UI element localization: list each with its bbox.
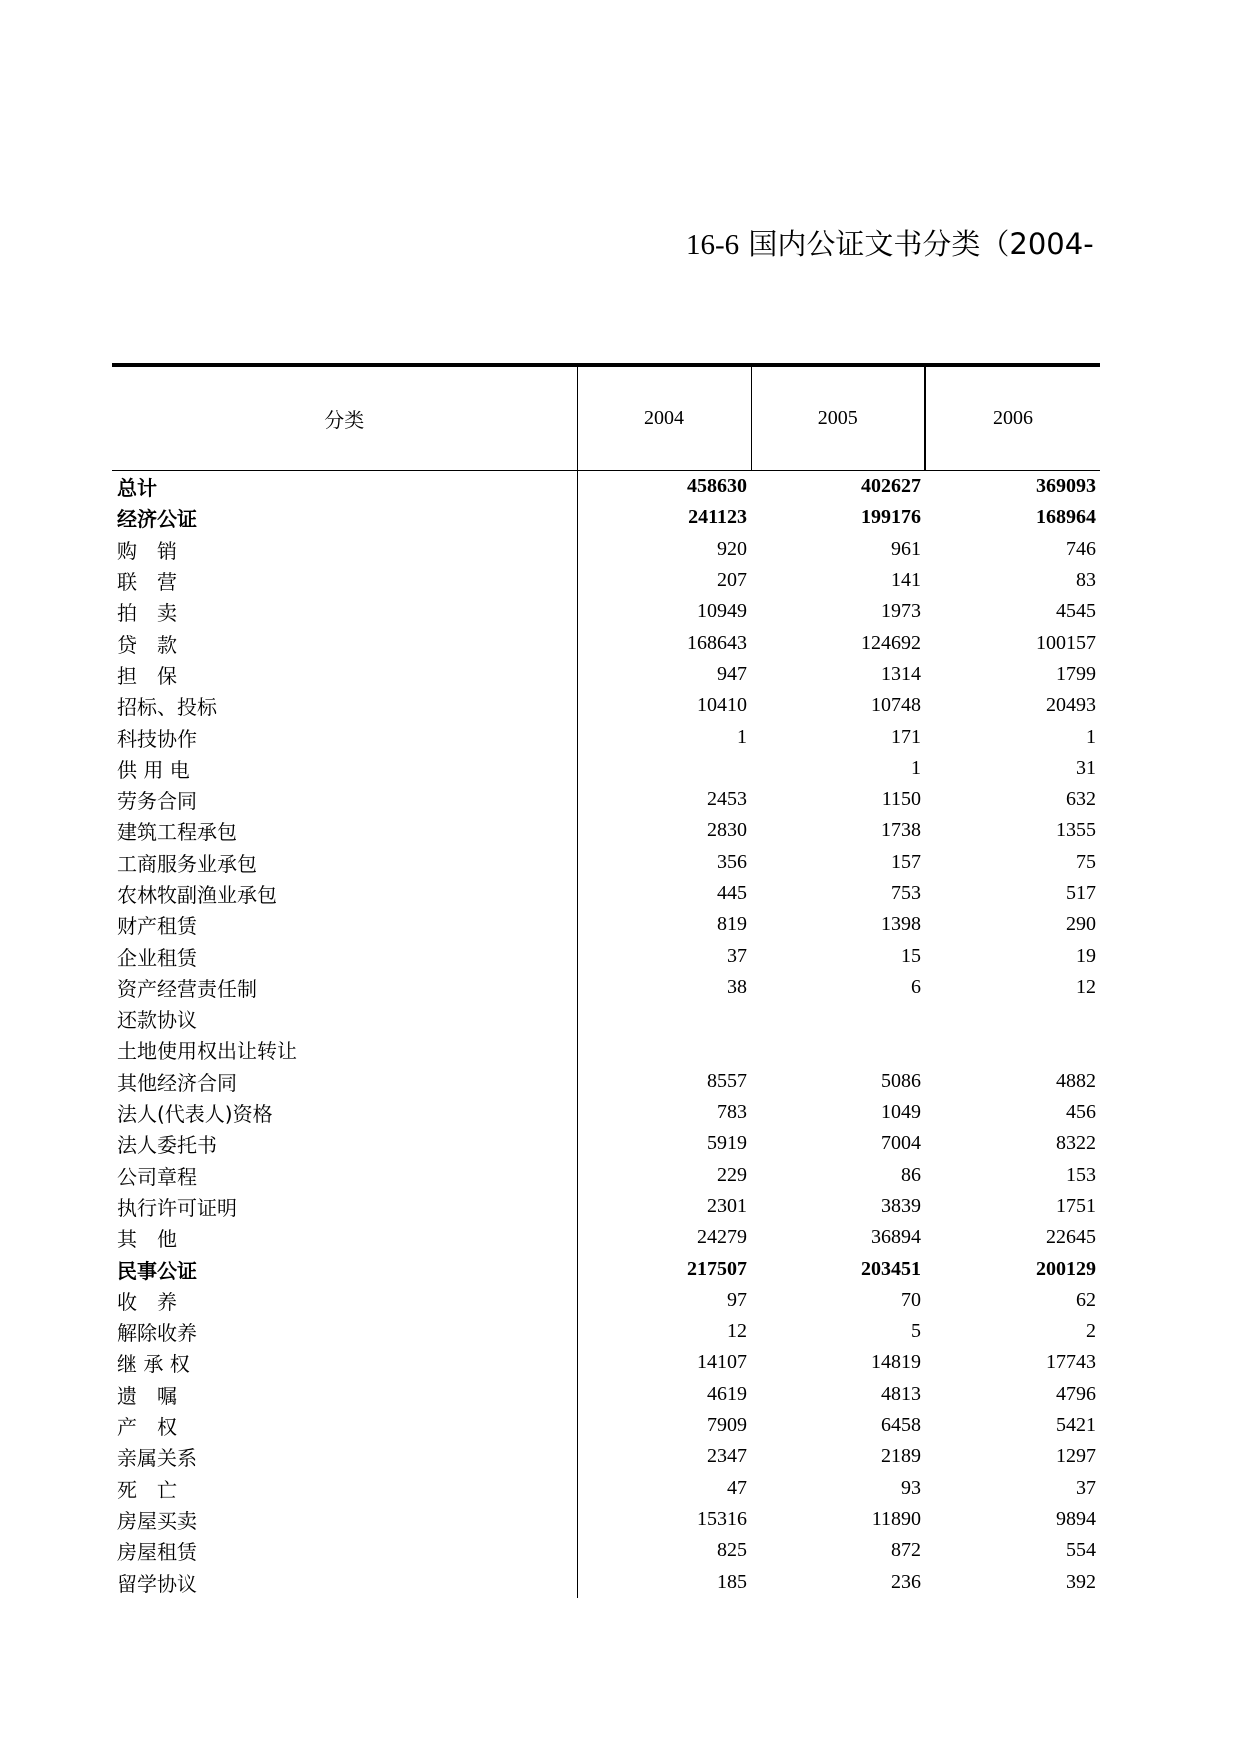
row-label: 工商服务业承包 <box>112 847 577 878</box>
row-label: 经济公证 <box>112 502 577 533</box>
cell-2006: 746 <box>1066 537 1096 560</box>
cell-2006: 290 <box>1066 913 1096 936</box>
table-row <box>112 1222 1100 1253</box>
cell-2005: 14819 <box>871 1351 921 1374</box>
cell-2005: 3839 <box>881 1194 921 1217</box>
table-row <box>112 1285 1100 1316</box>
cell-2005: 961 <box>891 537 921 560</box>
cell-2004: 5919 <box>707 1132 747 1155</box>
cell-2005: 5086 <box>881 1069 921 1092</box>
table-row <box>112 1566 1100 1597</box>
cell-2004: 185 <box>717 1570 747 1593</box>
cell-2006: 4882 <box>1056 1069 1096 1092</box>
cell-2004: 947 <box>717 662 747 685</box>
cell-2005: 1314 <box>881 662 921 685</box>
cell-2006: 100157 <box>1036 631 1096 654</box>
cell-2006: 83 <box>1076 569 1096 592</box>
cell-2006: 456 <box>1066 1101 1096 1124</box>
cell-2006: 554 <box>1066 1539 1096 1562</box>
row-label: 贷 款 <box>112 627 577 658</box>
cell-2006: 31 <box>1076 756 1096 779</box>
cell-2005: 171 <box>891 725 921 748</box>
cell-2004 <box>577 753 751 784</box>
table-row <box>112 1347 1100 1378</box>
row-label: 土地使用权出让转让 <box>112 1034 577 1065</box>
cell-2005: 36894 <box>871 1226 921 1249</box>
cell-2005: 10748 <box>871 694 921 717</box>
cell-2005: 5 <box>911 1320 921 1343</box>
row-label: 还款协议 <box>112 1003 577 1034</box>
row-label: 科技协作 <box>112 721 577 752</box>
cell-2004 <box>577 1003 751 1034</box>
table-row <box>112 721 1100 752</box>
cell-2005: 157 <box>891 850 921 873</box>
row-label: 法人(代表人)资格 <box>112 1097 577 1128</box>
row-label: 担 保 <box>112 659 577 690</box>
table-row <box>112 690 1100 721</box>
cell-2004: 217507 <box>687 1257 747 1280</box>
row-label: 产 权 <box>112 1410 577 1441</box>
cell-2006: 2 <box>1086 1320 1096 1343</box>
cell-2004: 1 <box>737 725 747 748</box>
cell-2006: 37 <box>1076 1476 1096 1499</box>
cell-2005: 236 <box>891 1570 921 1593</box>
row-label: 死 亡 <box>112 1473 577 1504</box>
cell-2004: 229 <box>717 1163 747 1186</box>
cell-2004: 241123 <box>688 506 747 529</box>
row-label: 收 养 <box>112 1285 577 1316</box>
row-label: 拍 卖 <box>112 596 577 627</box>
cell-2005: 70 <box>901 1288 921 1311</box>
cell-2004: 10410 <box>697 694 747 717</box>
cell-2006: 75 <box>1076 850 1096 873</box>
cell-2004 <box>577 1034 751 1065</box>
table-body <box>112 471 1100 1598</box>
header-2004: 2004 <box>577 365 751 471</box>
cell-2006: 1355 <box>1056 819 1096 842</box>
cell-2006: 5421 <box>1056 1414 1096 1437</box>
cell-2006: 1751 <box>1056 1194 1096 1217</box>
cell-2005: 753 <box>891 882 921 904</box>
table-row <box>112 502 1100 533</box>
cell-2004: 2453 <box>707 788 747 811</box>
row-label: 亲属关系 <box>112 1441 577 1472</box>
table-row <box>112 878 1100 909</box>
cell-2006: 20493 <box>1046 694 1096 717</box>
cell-2004: 14107 <box>697 1351 747 1374</box>
row-label: 购 销 <box>112 534 577 565</box>
row-label: 民事公证 <box>112 1253 577 1284</box>
cell-2004: 15316 <box>697 1507 747 1530</box>
row-label: 供 用 电 <box>112 753 577 784</box>
cell-2005: 4813 <box>881 1382 921 1405</box>
cell-2004: 7909 <box>707 1414 747 1437</box>
cell-2006: 12 <box>1076 975 1096 998</box>
cell-2005: 1 <box>911 756 921 779</box>
cell-2006: 1 <box>1086 725 1096 748</box>
row-label: 解除收养 <box>112 1316 577 1347</box>
cell-2004: 8557 <box>707 1069 747 1092</box>
table-row <box>112 627 1100 658</box>
cell-2006 <box>925 1003 1100 1034</box>
table-row <box>112 1316 1100 1347</box>
cell-2004: 37 <box>727 944 747 967</box>
row-label: 公司章程 <box>112 1160 577 1191</box>
cell-2005: 86 <box>901 1163 921 1186</box>
cell-2005: 872 <box>891 1539 921 1562</box>
cell-2006: 4796 <box>1056 1382 1096 1405</box>
row-label: 财产租赁 <box>112 909 577 940</box>
cell-2006: 22645 <box>1046 1226 1096 1249</box>
row-label: 法人委托书 <box>112 1128 577 1159</box>
cell-2004: 819 <box>717 913 747 936</box>
table-row <box>112 596 1100 627</box>
cell-2005: 1973 <box>881 600 921 623</box>
cell-2005: 2189 <box>881 1445 921 1468</box>
cell-2006: 200129 <box>1036 1257 1096 1280</box>
cell-2005: 199176 <box>861 506 921 529</box>
table-row <box>112 909 1100 940</box>
cell-2005: 11890 <box>871 1507 921 1530</box>
cell-2004: 38 <box>727 975 747 998</box>
cell-2005: 6 <box>911 975 921 998</box>
row-label: 其 他 <box>112 1222 577 1253</box>
cell-2005 <box>751 1034 925 1065</box>
cell-2006: 17743 <box>1046 1351 1096 1374</box>
cell-2004: 2830 <box>707 819 747 842</box>
table-row <box>112 753 1100 784</box>
cell-2004: 24279 <box>697 1226 747 1249</box>
cell-2005: 1049 <box>881 1101 921 1124</box>
table-row <box>112 815 1100 846</box>
row-label: 房屋买卖 <box>112 1504 577 1535</box>
table-row <box>112 659 1100 690</box>
header-2006: 2006 <box>925 365 1100 471</box>
cell-2004: 2347 <box>707 1445 747 1468</box>
table-row <box>112 1160 1100 1191</box>
cell-2006: 19 <box>1076 944 1096 967</box>
cell-2006: 153 <box>1066 1163 1096 1186</box>
cell-2005: 141 <box>891 569 921 592</box>
cell-2006: 392 <box>1066 1570 1096 1593</box>
table-row <box>112 1410 1100 1441</box>
table-row <box>112 1034 1100 1065</box>
cell-2005: 15 <box>901 944 921 967</box>
cell-2005 <box>751 1003 925 1034</box>
table-row <box>112 1379 1100 1410</box>
table-row <box>112 1003 1100 1034</box>
cell-2005: 93 <box>901 1476 921 1499</box>
cell-2004: 207 <box>717 569 747 592</box>
cell-2004: 97 <box>727 1288 747 1311</box>
cell-2004: 356 <box>717 850 747 873</box>
row-label: 劳务合同 <box>112 784 577 815</box>
title-text: 国内公证文书分类（2004- <box>748 227 1094 261</box>
cell-2006: 168964 <box>1036 506 1096 529</box>
row-label: 资产经营责任制 <box>112 972 577 1003</box>
table-row <box>112 1253 1100 1284</box>
cell-2004: 825 <box>717 1539 747 1562</box>
table-row <box>112 565 1100 596</box>
cell-2004: 47 <box>727 1476 747 1499</box>
cell-2004: 920 <box>717 537 747 560</box>
cell-2005: 1738 <box>881 819 921 842</box>
cell-2005: 6458 <box>881 1414 921 1437</box>
table-row <box>112 1441 1100 1472</box>
cell-2006: 9894 <box>1056 1507 1096 1530</box>
cell-2006: 517 <box>1066 882 1096 904</box>
cell-2006: 1297 <box>1056 1445 1096 1468</box>
table-row <box>112 1504 1100 1535</box>
cell-2004: 458630 <box>687 475 747 498</box>
table-row <box>112 1191 1100 1222</box>
cell-2004: 4619 <box>707 1382 747 1405</box>
header-2005: 2005 <box>751 365 925 471</box>
cell-2006: 8322 <box>1056 1132 1096 1155</box>
table-row <box>112 1473 1100 1504</box>
cell-2006: 369093 <box>1036 475 1096 498</box>
cell-2004: 783 <box>717 1101 747 1124</box>
cell-2005: 1398 <box>881 913 921 936</box>
row-label: 企业租赁 <box>112 940 577 971</box>
cell-2006 <box>925 1034 1100 1065</box>
page-title <box>686 222 1094 263</box>
cell-2004: 10949 <box>697 600 747 623</box>
table-row <box>112 1097 1100 1128</box>
row-label: 执行许可证明 <box>112 1191 577 1222</box>
header-row <box>112 365 1100 471</box>
table-row <box>112 1066 1100 1097</box>
title-number: 16-6 <box>686 229 740 261</box>
table-row <box>112 471 1100 503</box>
row-label: 总计 <box>112 471 577 503</box>
cell-2005: 203451 <box>861 1257 921 1280</box>
cell-2004: 2301 <box>707 1194 747 1217</box>
cell-2006: 62 <box>1076 1288 1096 1311</box>
cell-2005: 1150 <box>881 788 921 811</box>
table-row <box>112 847 1100 878</box>
notarization-table <box>112 363 1100 1598</box>
row-label: 留学协议 <box>112 1566 577 1597</box>
cell-2004: 445 <box>717 882 747 904</box>
row-label: 继 承 权 <box>112 1347 577 1378</box>
cell-2004: 12 <box>727 1320 747 1343</box>
table-row <box>112 1535 1100 1566</box>
row-label: 遗 嘱 <box>112 1379 577 1410</box>
cell-2005: 402627 <box>861 475 921 498</box>
table-row <box>112 534 1100 565</box>
row-label: 农林牧副渔业承包 <box>112 878 577 909</box>
table-row <box>112 1128 1100 1159</box>
table-row <box>112 972 1100 1003</box>
row-label: 房屋租赁 <box>112 1535 577 1566</box>
row-label: 其他经济合同 <box>112 1066 577 1097</box>
cell-2005: 124692 <box>861 631 921 654</box>
cell-2006: 632 <box>1066 788 1096 811</box>
header-category: 分类 <box>112 365 577 471</box>
cell-2006: 1799 <box>1056 662 1096 685</box>
row-label: 建筑工程承包 <box>112 815 577 846</box>
row-label: 联 营 <box>112 565 577 596</box>
cell-2005: 7004 <box>881 1132 921 1155</box>
table-row <box>112 784 1100 815</box>
cell-2004: 168643 <box>687 631 747 654</box>
table-row <box>112 940 1100 971</box>
row-label: 招标、投标 <box>112 690 577 721</box>
cell-2006: 4545 <box>1056 600 1096 623</box>
